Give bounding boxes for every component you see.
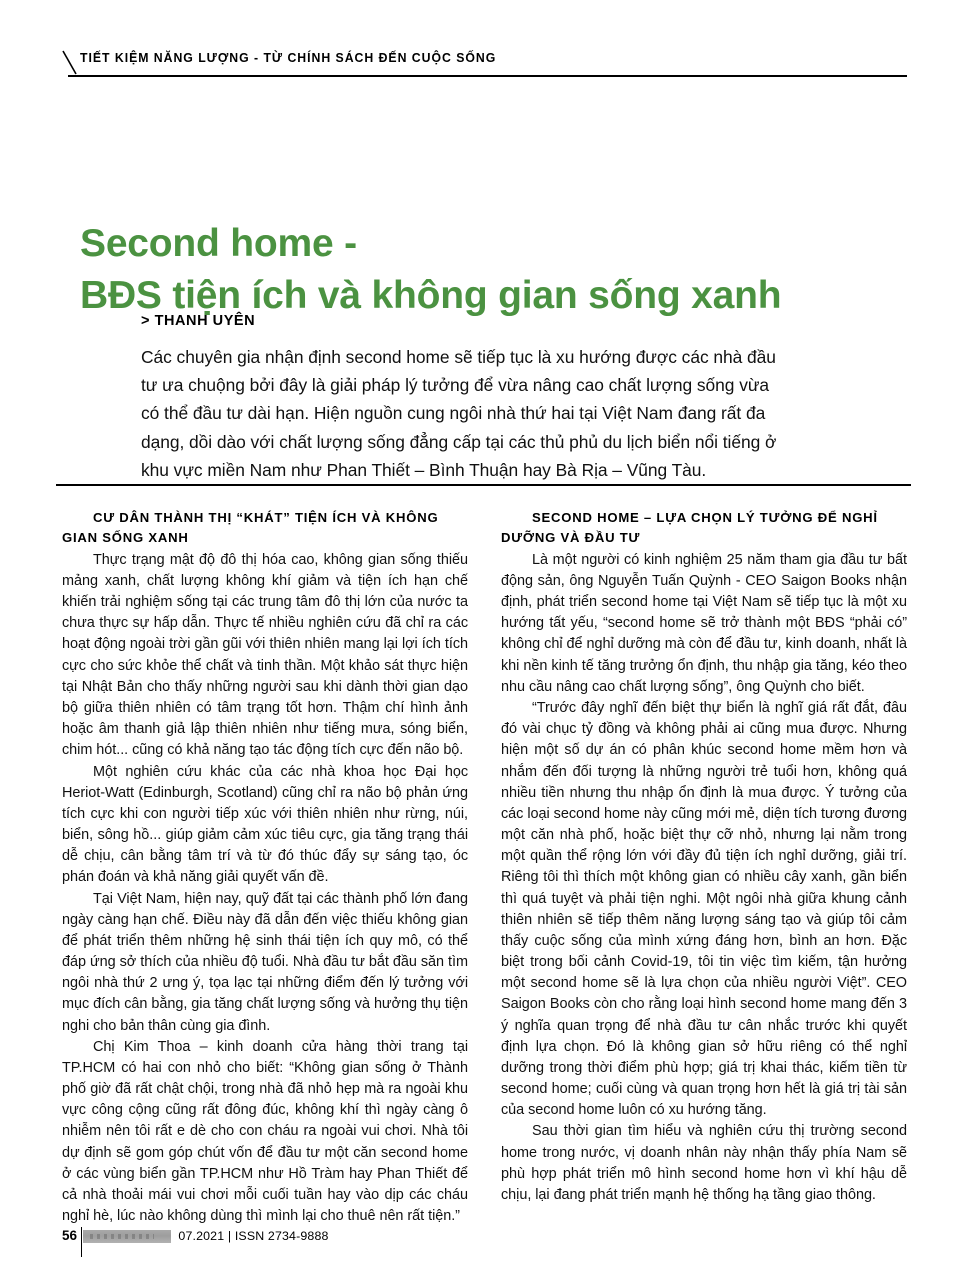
left-column (62, 508, 468, 1227)
footer-issue-info: 07.2021 | ISSN 2734-9888 (178, 1229, 329, 1243)
page-number: 56 (62, 1228, 78, 1244)
right-column (501, 508, 907, 1227)
running-header (62, 50, 907, 80)
section-divider (56, 484, 911, 486)
right-column-paragraph-1: Là một người có kinh nghiệm 25 năm tham gia đầu tư bất động sản, ông Nguyễn Tuấn Quỳnh - CEO Saigon Books nhận định, phát triển second home tại Việt Nam sẽ tiếp tục là một xu hướng tất yếu, “second home sẽ trở thành một BĐS “phải có” không chỉ để nghỉ dưỡng mà còn để đầu tư, kinh doanh, nhất là khi nền kinh tế tăng trưởng ổn định, thu nhập gia tăng, kéo theo nhu cầu nâng cao chất lượng sống”, ông Quỳnh cho biết. (501, 551, 907, 695)
deck-line-2: tư ưa chuộng bởi đây là giải pháp lý tưởng để vừa nâng cao chất lượng sống vừa (141, 375, 770, 396)
right-column-paragraph-2: “Trước đây nghĩ đến biệt thự biển là nghĩ giá rất đắt, đâu đó vài chục tỷ đồng và không phải ai cũng mua được. Nhưng hiện một số dự án có phân khúc second home mềm hơn và nhắm đến đối tượng là những người trẻ tuổi hơn, không quá nhiều tiền nhưng thu nhập ổn định là mua được. Ý tưởng của các loại second home này cũng mới mẻ, diện tích tương đương một căn nhà phố, hoặc biệt thự cỡ nhỏ, nhưng lại nằm trong một quần thể rộng lớn với đầy đủ tiện ích nghỉ dưỡng, giải trí. Riêng tôi thì thích một không gian có nhiều cây xanh, gần biển thì quá tuyệt và phải tiện nghi. Một ngôi nhà giữa khung cảnh thiên nhiên sẽ tiếp thêm năng lượng sáng tạo và giúp tôi cảm thấy cuộc sống của mình xứng đáng hơn, bình an hơn. Đặc biệt trong bối cảnh Covid-19, tôi tin việc tìm kiếm, tận hưởng một second home sẽ là lựa chọn của nhiều người Việt”. CEO Saigon Books còn cho rằng loại hình second home mang đến 3 ý nghĩa quan trọng để nhà đầu tư cân nhắc trước khi quyết định lựa chọn. Đó là không gian sở hữu riêng có thể nghỉ dưỡng trong thời điểm phù hợp; giá trị khai thác, kiếm tiền từ second home; cuối cùng và quan trọng hơn hết là giá trị tài sản của second home luôn có xu hướng tăng. (501, 699, 907, 1119)
deck-line-4: dạng, dồi dào với chất lượng sống đẳng cấp tại các thủ phủ du lịch biển nổi tiếng ở (141, 431, 777, 452)
page-footer (62, 1225, 329, 1247)
masked-publication-logo (83, 1230, 171, 1243)
running-header-text: TIẾT KIỆM NĂNG LƯỢNG - TỪ CHÍNH SÁCH ĐẾN CUỘC SỐNG (80, 50, 497, 65)
left-column-paragraph-4: Chị Kim Thoa – kinh doanh cửa hàng thời trang tại TP.HCM có hai con nhỏ cho biết: “Không gian sống ở Thành phố giờ đã rất chật chội, trong nhà đã nhỏ hẹp mà ra ngoài khu vực công cộng cũng rất đông đúc, không khí thì ngày càng ô nhiễm nên tôi rất e dè cho con cháu ra ngoài vui chơi. Nhà tôi dự định sẽ gom góp chút vốn để đầu tư một căn second home ở các vùng biển gần TP.HCM như Hồ Tràm hay Phan Thiết để cả nhà thoải mái vui chơi mỗi cuối tuần hay vào dịp các cháu nghỉ hè, lúc nào không dùng thì mình lại cho thuê nên rất tiện.” (62, 1038, 468, 1225)
deck-line-5: khu vực miền Nam như Phan Thiết – Bình Thuận hay Bà Rịa – Vũng Tàu. (141, 459, 707, 480)
left-column-heading: CƯ DÂN THÀNH THỊ “KHÁT” TIỆN ÍCH VÀ KHÔNG GIAN SỐNG XANH (62, 510, 439, 545)
right-column-paragraph-3: Sau thời gian tìm hiểu và nghiên cứu thị trường second home trong nước, vị doanh nhân này nhận thấy phía Nam sẽ phù hợp phát triển mô hình second home hơn vì khí hậu dễ chịu, lại đang phát triển mạnh hệ thống hạ tầng giao thông. (501, 1123, 907, 1203)
byline: > THANH UYÊN (141, 313, 256, 329)
left-column-paragraph-1: Thực trạng mật độ đô thị hóa cao, không gian sống thiếu mảng xanh, chất lượng không khí giảm và tiện ích hạn chế khiến trải nghiệm sống tại các trung tâm đô thị lớn của nước ta chưa thực sự hấp dẫn. Thực tế nhiều nghiên cứu đã chỉ ra các hoạt động ngoài trời gần gũi với thiên nhiên mang lại lợi ích tích cực cho sức khỏe thể chất và tinh thần. Một khảo sát thực hiện tại Nhật Bản cho thấy những người sau khi dành thời gian dạo bộ giữa thiên nhiên có tâm trạng tốt hơn. Thậm chí hình ảnh hoặc âm thanh giả lập thiên nhiên như tiếng mưa, sóng biển, chim hót... cũng có khả năng tạo tác động tích cực đến não bộ. (62, 551, 468, 759)
running-header-rule (68, 75, 907, 77)
slash-mark-icon (62, 50, 78, 74)
left-column-paragraph-3: Tại Việt Nam, hiện nay, quỹ đất tại các thành phố lớn đang ngày càng hạn chế. Điều này đã dẫn đến việc thiếu không gian để phát triển thêm những hệ sinh thái tiện ích quy mô, có thể đáp ứng sở thích của nhiều độ tuổi. Nhà đầu tư bắt đầu săn tìm ngôi nhà thứ 2 ưng ý, tọa lạc tại những điểm đến lý tưởng với mục đích cân bằng, gia tăng chất lượng sống và hưởng thụ tiện nghi cho bản thân cùng gia đình. (62, 890, 468, 1034)
page-title (80, 218, 880, 322)
headline-line-1: Second home - (80, 222, 357, 266)
deck-line-1: Các chuyên gia nhận định second home sẽ tiếp tục là xu hướng được các nhà đầu (141, 347, 776, 367)
right-column-heading: SECOND HOME – LỰA CHỌN LÝ TƯỞNG ĐỂ NGHỈ DƯỠNG VÀ ĐẦU TƯ (501, 510, 878, 545)
left-column-paragraph-2: Một nghiên cứu khác của các nhà khoa học Đại học Heriot-Watt (Edinburgh, Scotland) cũng chỉ ra não bộ phản ứng tích cực khi con người tiếp xúc với thiên nhiên như rừng, núi, biển, sông hồ... giúp giảm cảm xúc tiêu cực, gia tăng trạng thái dễ chịu, cân bằng tâm trí và từ đó thúc đẩy sự sáng tạo, óc phán đoán và khả năng giải quyết vấn đề. (62, 763, 468, 886)
deck-line-3: có thể đầu tư dài hạn. Hiện nguồn cung ngôi nhà thứ hai tại Việt Nam đang rất đa (141, 403, 766, 424)
footer-vertical-rule (81, 1227, 82, 1257)
headline-line-2: BĐS tiện ích và không gian sống xanh (80, 273, 782, 317)
article-body (62, 508, 907, 1227)
deck-paragraph (141, 343, 841, 484)
